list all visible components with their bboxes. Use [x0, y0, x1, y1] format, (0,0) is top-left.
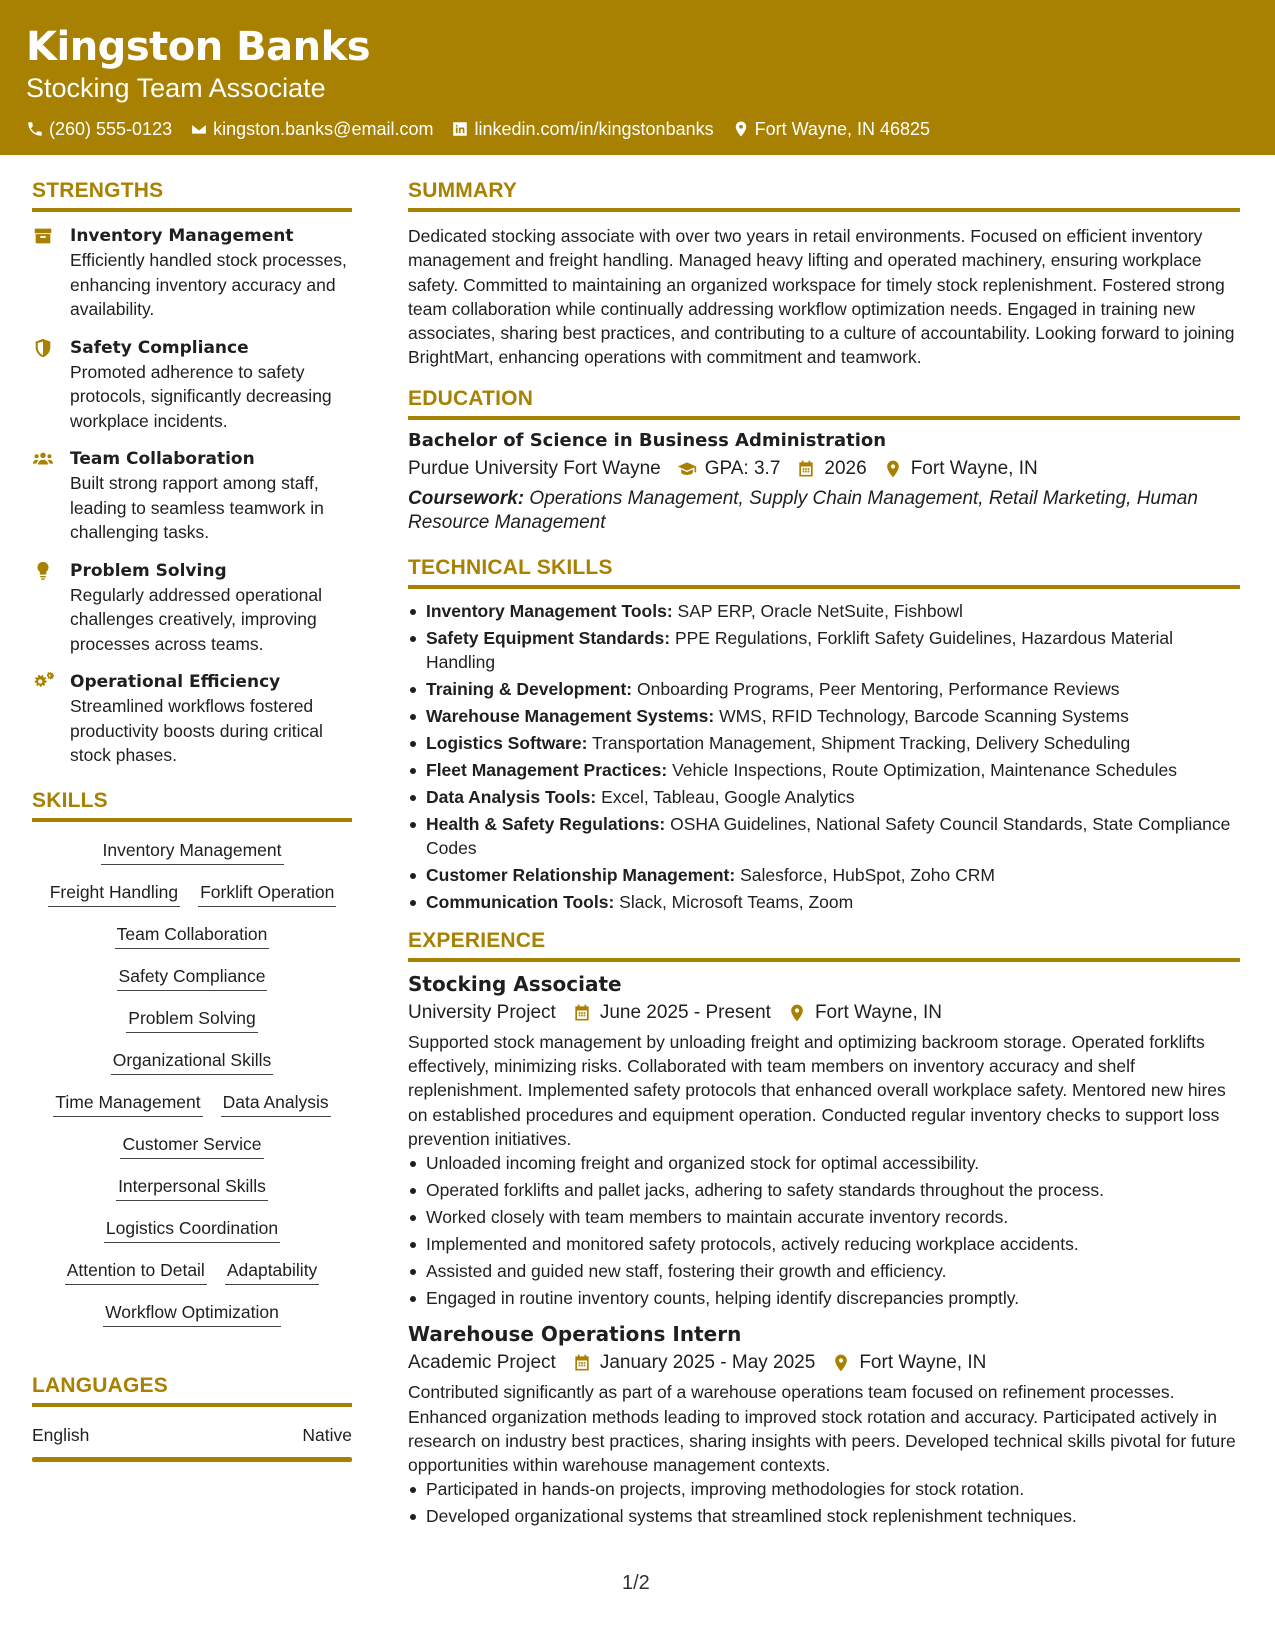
- job-meta: [408, 998, 1240, 1028]
- graduation-cap-icon: [677, 459, 697, 479]
- map-pin-icon: [831, 1353, 851, 1373]
- strength-desc: Promoted adherence to safety protocols, significantly decreasing workplace incidents.: [70, 361, 332, 431]
- job-org: University Project: [408, 1001, 556, 1023]
- list-item: Developed organizational systems that streamlined stock replenishment techniques.: [408, 1504, 1240, 1528]
- strength-desc: Efficiently handled stock processes, enhancing inventory accuracy and availability.: [70, 250, 347, 319]
- strength-desc: Built strong rapport among staff, leading to seamless teamwork in challenging tasks.: [70, 473, 324, 542]
- strength-desc: Streamlined workflows fostered productivity boosts during critical stock phases.: [70, 696, 323, 765]
- users-icon: [32, 448, 54, 470]
- contact-phone[interactable]: [26, 118, 172, 140]
- list-item: Operated forklifts and pallet jacks, adhering to safety standards throughout the process.: [408, 1178, 1240, 1202]
- technical-skills-list: [408, 599, 1240, 914]
- gears-icon: [32, 671, 54, 693]
- skill-tag: Data Analysis: [221, 1090, 331, 1117]
- job-entry: [408, 1320, 1240, 1528]
- job-location: Fort Wayne, IN: [814, 1001, 942, 1023]
- skill-tag: Logistics Coordination: [104, 1216, 280, 1243]
- technical-skills-heading: TECHNICAL SKILLS: [408, 555, 1240, 589]
- list-item: Participated in hands-on projects, improving methodologies for stock rotation.: [408, 1477, 1240, 1501]
- calendar-icon: [572, 1003, 592, 1023]
- job-location: Fort Wayne, IN: [859, 1352, 987, 1374]
- linkedin-text: linkedin.com/in/kingstonbanks: [474, 119, 714, 139]
- job-bullets: [408, 1477, 1240, 1528]
- skill-tag: Forklift Operation: [198, 880, 336, 907]
- list-item: Data Analysis Tools: Excel, Tableau, Google Analytics: [408, 785, 1240, 809]
- calendar-icon: [572, 1353, 592, 1373]
- strength-name: Inventory Management: [70, 226, 294, 246]
- map-pin-icon: [883, 459, 903, 479]
- list-item: Inventory Management Tools: SAP ERP, Oracle NetSuite, Fishbowl: [408, 599, 1240, 623]
- school-name: Purdue University Fort Wayne: [408, 457, 661, 479]
- calendar-icon: [796, 459, 816, 479]
- box-icon: [32, 225, 54, 247]
- job-dates: January 2025 - May 2025: [599, 1352, 816, 1374]
- list-item: Fleet Management Practices: Vehicle Inspections, Route Optimization, Maintenance Schedules: [408, 758, 1240, 782]
- skill-tag: Inventory Management: [101, 838, 284, 865]
- job-title: Warehouse Operations Intern: [408, 1322, 742, 1347]
- strength-name: Operational Efficiency: [70, 672, 281, 692]
- skill-tag: Interpersonal Skills: [116, 1174, 268, 1201]
- coursework: [408, 487, 1240, 535]
- location-text: Fort Wayne, IN 46825: [754, 119, 931, 139]
- list-item: Engaged in routine inventory counts, helping identify discrepancies promptly.: [408, 1286, 1240, 1310]
- languages-heading: LANGUAGES: [32, 1373, 352, 1407]
- strength-item: [32, 559, 352, 657]
- list-item: Customer Relationship Management: Salesforce, HubSpot, Zoho CRM: [408, 863, 1240, 887]
- job-description: Supported stock management by unloading freight and optimizing backroom storage. Operated forklifts effectively, minimizing risks. Collaborated with team members on inventory accuracy and shelf replenishment. Implemented safety protocols that enhanced overall workplace safety. Mentored new hires on established procedures and equipment operation. Conducted regular inventory checks to support loss prevention initiatives.: [408, 1031, 1226, 1149]
- skill-tag: Safety Compliance: [117, 964, 268, 991]
- skill-tag: Time Management: [53, 1090, 202, 1117]
- email-text: kingston.banks@email.com: [213, 119, 434, 139]
- contact-linkedin[interactable]: [451, 118, 713, 140]
- left-column: [32, 178, 352, 1462]
- job-dates: June 2025 - Present: [599, 1001, 771, 1023]
- linkedin-icon: [451, 120, 469, 138]
- contact-location: [732, 118, 930, 140]
- list-item: Unloaded incoming freight and organized stock for optimal accessibility.: [408, 1151, 1240, 1175]
- candidate-name: Kingston Banks: [26, 24, 370, 70]
- lightbulb-icon: [32, 560, 54, 582]
- map-pin-icon: [732, 120, 750, 138]
- list-item: Warehouse Management Systems: WMS, RFID Technology, Barcode Scanning Systems: [408, 704, 1240, 728]
- shield-icon: [32, 337, 54, 359]
- skills-list: [32, 836, 352, 1327]
- map-pin-icon: [787, 1003, 807, 1023]
- job-entry: [408, 970, 1240, 1310]
- skill-tag: Adaptability: [225, 1258, 319, 1285]
- job-description: Contributed significantly as part of a warehouse operations team focused on refinement processes. Enhanced organization methods leading to improved stock rotation and accuracy. Participated actively in research on industry best practices, sharing insights with peers. Developed technical skills pivotal for future opportunities within warehouse management contexts.: [408, 1382, 1236, 1476]
- list-item: Safety Equipment Standards: PPE Regulations, Forklift Safety Guidelines, Hazardous Material Handling: [408, 626, 1240, 674]
- job-title: Stocking Associate: [408, 971, 622, 996]
- gpa-text: GPA: 3.7: [704, 457, 781, 479]
- right-column: [408, 178, 1240, 1531]
- skill-tag: Customer Service: [120, 1132, 263, 1159]
- language-name: English: [32, 1424, 90, 1445]
- list-item: Worked closely with team members to maintain accurate inventory records.: [408, 1205, 1240, 1229]
- coursework-label: Coursework:: [408, 487, 525, 509]
- graduation-year: 2026: [824, 457, 867, 479]
- list-item: Communication Tools: Slack, Microsoft Teams, Zoom: [408, 890, 1240, 914]
- degree-title: Bachelor of Science in Business Administration: [408, 429, 887, 451]
- envelope-icon: [190, 120, 208, 138]
- summary-text: Dedicated stocking associate with over two years in retail environments. Focused on efficient inventory management and freight handling. Managed heavy lifting and operated machinery, ensuring workplace safety. Committed to maintaining an organized workspace for timely stock replenishment. Fostered strong team collaboration while continually addressing workflow optimization needs. Engaged in training new associates, sharing best practices, and contributing to a culture of accountability. Looking forward to joining BrightMart, enhancing operations with commitment and teamwork.: [408, 226, 1235, 368]
- strength-item: [32, 336, 352, 434]
- experience-heading: EXPERIENCE: [408, 928, 1240, 962]
- list-item: Training & Development: Onboarding Programs, Peer Mentoring, Performance Reviews: [408, 677, 1240, 701]
- language-level: Native: [302, 1424, 352, 1445]
- strength-item: [32, 447, 352, 545]
- contact-row: [26, 118, 1249, 140]
- skill-tag: Attention to Detail: [65, 1258, 207, 1285]
- skill-tag: Freight Handling: [48, 880, 180, 907]
- language-level-bar: [32, 1457, 352, 1462]
- strength-name: Safety Compliance: [70, 337, 249, 358]
- summary-heading: SUMMARY: [408, 178, 1240, 212]
- skill-tag: Organizational Skills: [111, 1048, 274, 1075]
- strength-name: Problem Solving: [70, 560, 227, 581]
- contact-email[interactable]: [190, 118, 433, 140]
- education-heading: EDUCATION: [408, 386, 1240, 420]
- phone-text: (260) 555-0123: [49, 119, 173, 139]
- strength-name: Team Collaboration: [70, 449, 255, 469]
- resume-header: [0, 0, 1275, 155]
- coursework-list: Operations Management, Supply Chain Management, Retail Marketing, Human Resource Management: [408, 487, 1198, 533]
- strength-item: [32, 670, 352, 768]
- phone-icon: [26, 120, 44, 138]
- skills-heading: SKILLS: [32, 788, 352, 822]
- list-item: Health & Safety Regulations: OSHA Guidelines, National Safety Council Standards, State Compliance Codes: [408, 812, 1240, 860]
- language-row: [32, 1419, 352, 1447]
- job-bullets: [408, 1151, 1240, 1310]
- candidate-title: Stocking Team Associate: [26, 73, 326, 103]
- education-meta: [408, 454, 1240, 484]
- strength-item: [32, 224, 352, 322]
- skill-tag: Team Collaboration: [115, 922, 270, 949]
- list-item: Assisted and guided new staff, fostering their growth and efficiency.: [408, 1259, 1240, 1283]
- education-location: Fort Wayne, IN: [910, 457, 1038, 479]
- skill-tag: Problem Solving: [126, 1006, 257, 1033]
- job-org: Academic Project: [408, 1352, 556, 1374]
- job-meta: [408, 1348, 1240, 1378]
- list-item: Logistics Software: Transportation Management, Shipment Tracking, Delivery Scheduling: [408, 731, 1240, 755]
- list-item: Implemented and monitored safety protocols, actively reducing workplace accidents.: [408, 1232, 1240, 1256]
- page-number: 1/2: [622, 1572, 650, 1594]
- strengths-heading: STRENGTHS: [32, 178, 352, 212]
- strength-desc: Regularly addressed operational challenges creatively, improving processes across teams.: [70, 584, 322, 654]
- skill-tag: Workflow Optimization: [103, 1300, 281, 1327]
